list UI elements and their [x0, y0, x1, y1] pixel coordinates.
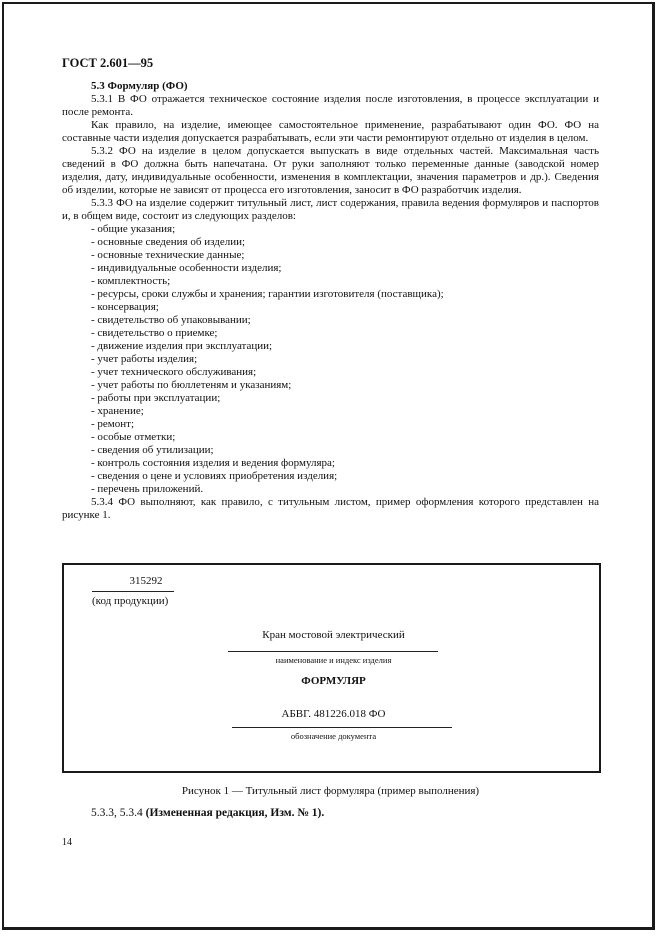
- list-item: - индивидуальные особенности изделия;: [91, 262, 282, 274]
- figure-caption: Рисунок 1 — Титульный лист формуляра (пример выполнения): [181, 785, 480, 797]
- list-item: - общие указания;: [91, 223, 176, 235]
- list-item: - основные сведения об изделии;: [91, 236, 246, 248]
- list-item: - свидетельство о приемке;: [91, 327, 218, 339]
- product-name-rule: [228, 651, 438, 652]
- list-item: - комплектность;: [91, 275, 171, 287]
- document-code-caption: обозначение документа: [290, 731, 377, 741]
- list-item: - свидетельство об упаковывании;: [91, 314, 251, 326]
- list-item: - хранение;: [91, 405, 144, 417]
- list-item: - работы при эксплуатации;: [91, 392, 221, 404]
- paragraph-5-3-2: 5.3.2 ФО на изделие в целом допускается выпускать в виде отдельных частей. Максимальная часть сведений в ФО должна быть напечатана. От руки заполняют только переменные данные (заводской номер изделия, дату, индивидуальные особенности, изменения в комплектации, значения параметров и др.). Сведения об изделии, которые не зависят от процесса его изготовления, заносит в ФО разработчик изделия.: [62, 145, 599, 196]
- list-item: - перечень приложений.: [91, 483, 204, 495]
- product-code-caption: (код продукции): [92, 595, 169, 607]
- title-page-example: [62, 563, 601, 773]
- list-item: - контроль состояния изделия и ведения формуляра;: [91, 457, 335, 469]
- revision-note: [91, 807, 324, 819]
- list-item: - учет работы по бюллетеням и указаниям;: [91, 379, 292, 391]
- list-item: - сведения об утилизации;: [91, 444, 214, 456]
- product-name-caption: наименование и индекс изделия: [275, 655, 392, 665]
- section-title: 5.3 Формуляр (ФО): [91, 80, 188, 92]
- list-item: - учет технического обслуживания;: [91, 366, 257, 378]
- list-item: - особые отметки;: [91, 431, 176, 443]
- document-body: [62, 80, 599, 522]
- revision-clauses: 5.3.3, 5.3.4: [91, 807, 143, 819]
- paragraph-5-3-3: 5.3.3 ФО на изделие содержит титульный лист, лист содержания, правила ведения формуляров и паспортов и, в общем виде, состоит из следующих разделов:: [62, 197, 599, 222]
- paragraph-5-3-4: 5.3.4 ФО выполняют, как правило, с титульным листом, пример оформления которого представлен на рисунке 1.: [62, 496, 599, 521]
- paragraph-5-3-1: 5.3.1 В ФО отражается техническое состояние изделия после изготовления, в процессе эксплуатации и после ремонта.: [62, 93, 599, 118]
- paragraph-single-fo: Как правило, на изделие, имеющее самостоятельное применение, разрабатывают один ФО. ФО на составные части изделия допускается разрабатывать, если эти части ремонтируют отдельно от изделия в целом.: [62, 119, 599, 144]
- product-code: 315292: [129, 575, 163, 587]
- product-code-rule: [92, 591, 174, 592]
- product-name: Кран мостовой электрический: [262, 629, 405, 641]
- list-item: - ресурсы, сроки службы и хранения; гарантии изготовителя (поставщика);: [91, 288, 444, 300]
- document-code: АБВГ. 481226.018 ФО: [281, 708, 386, 720]
- revision-text: (Измененная редакция, Изм. № 1).: [145, 807, 325, 819]
- list-item: - консервация;: [91, 301, 159, 313]
- list-item: - основные технические данные;: [91, 249, 245, 261]
- sections-list: [62, 223, 599, 496]
- list-item: - ремонт;: [91, 418, 135, 430]
- document-code-rule: [232, 727, 452, 728]
- standard-header: ГОСТ 2.601—95: [62, 56, 154, 70]
- list-item: - движение изделия при эксплуатации;: [91, 340, 273, 352]
- page-number: 14: [62, 837, 72, 848]
- list-item: - учет работы изделия;: [91, 353, 198, 365]
- list-item: - сведения о цене и условиях приобретения изделия;: [91, 470, 338, 482]
- document-title: ФОРМУЛЯР: [301, 675, 366, 687]
